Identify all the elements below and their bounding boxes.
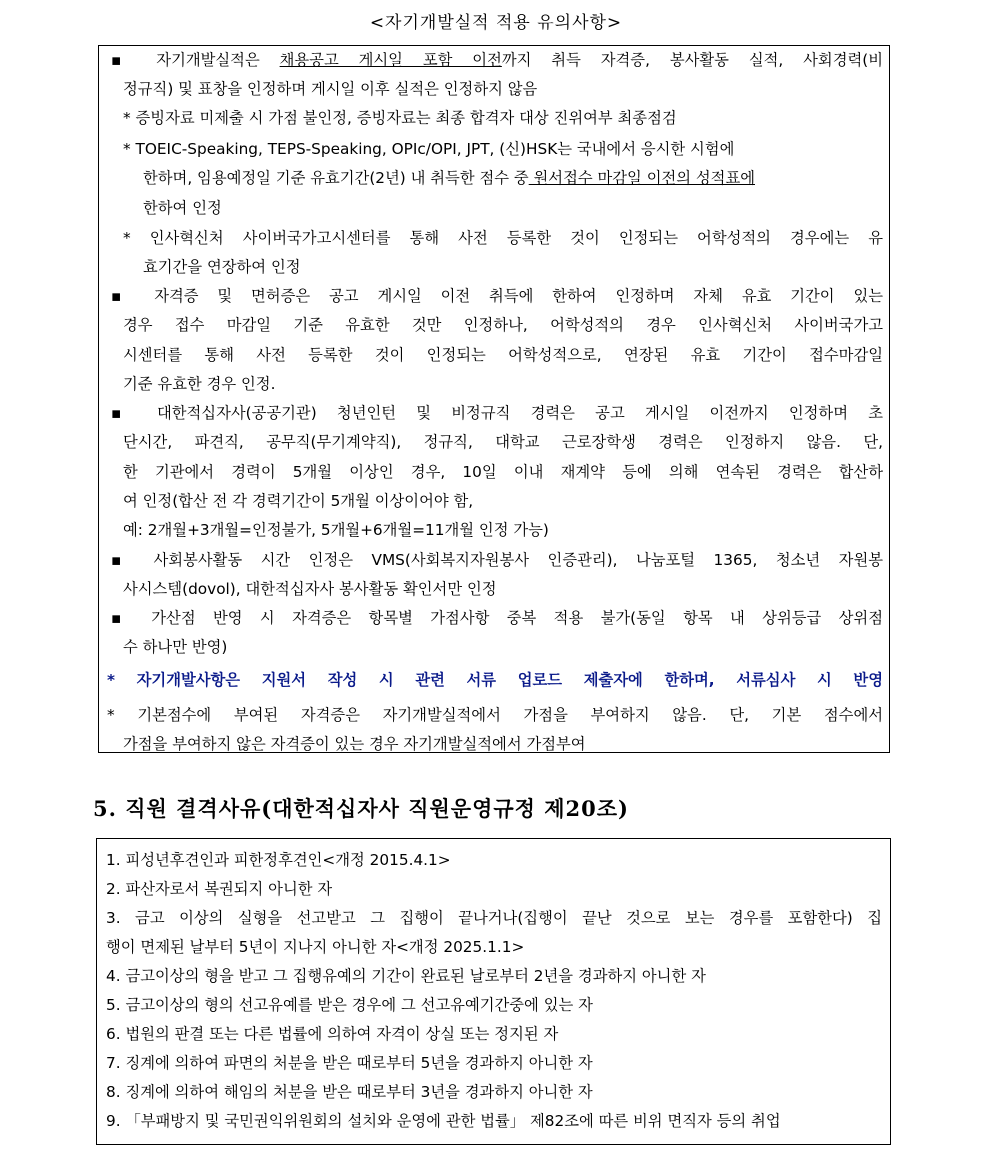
note-item-3: ▪ 대한적십자사(공공기관) 청년인턴 및 비정규직 경력은 공고 게시일 이전까지 인정하며 초 단시간, 파견직, 공무직(무기계약직), 정규직, 대학교 근로장학생 경력은 인정하지 않음. 단, 한 기관에서 경력이 5개월 이상인 경우, 10일 이내 재계약 등에 의해 연속된 경력은 합산하 여 인정(합산 전 각 경력기간이 5개월 이상이어야 함, 예: 2개월+3개월=인정불가, 5개월+6개월=11개월 인정 가능) (111, 404, 883, 540)
note-item-5: ▪ 가산점 반영 시 자격증은 항목별 가점사항 중복 적용 불가(동일 항목 내 상위등급 상위점 수 하나만 반영) (111, 609, 883, 657)
disqualification-line-3-cont: 행이 면제된 날부터 5년이 지나지 아니한 자<개정 2025.1.1> (106, 938, 525, 956)
note-sub-2-line-1: * TOEIC-Speaking, TEPS-Speaking, OPIc/OPI, JPT, (신)HSK는 국내에서 응시한 시험에 (123, 140, 735, 158)
notes-box (98, 45, 890, 753)
note-sub-3 (123, 224, 883, 283)
highlighted-note: * 자기개발사항은 지원서 작성 시 관련 서류 업로드 제출자에 한하며, 서류심사 시 반영 (107, 671, 883, 689)
disqualification-box (96, 838, 891, 1145)
disqualification-line-5: 5. 금고이상의 형의 선고유예를 받은 경우에 그 선고유예기간중에 있는 자 (106, 996, 593, 1014)
disqualification-line-2: 2. 파산자로서 복권되지 아니한 자 (106, 880, 333, 898)
disqualification-line-4: 4. 금고이상의 형을 받고 그 집행유예의 기간이 완료된 날로부터 2년을 경과하지 아니한 자 (106, 967, 706, 985)
note-sub-2-line-2: 한하며, 임용예정일 기준 유효기간(2년) 내 취득한 점수 중 원서접수 마감일 이전의 성적표에 (143, 169, 755, 188)
note-sub-3-line-2: 효기간을 연장하여 인정 (143, 258, 301, 277)
note-item-1-line-1: ▪ 자기개발실적은 채용공고 게시일 포함 이전까지 취득 자격증, 봉사활동 실적, 사회경력(비 (111, 51, 883, 69)
note-item-4: ▪ 사회봉사활동 시간 인정은 VMS(사회복지자원봉사 인증관리), 나눔포털 1365, 청소년 자원봉 사시스템(dovol), 대한적십자사 봉사활동 확인서만 인정 (111, 551, 883, 599)
note-sub-2-line-3: 한하여 인정 (143, 198, 222, 217)
notes-section-header: <자기개발실적 적용 유의사항> (369, 13, 623, 33)
section-5-title: 5. 직원 결격사유(대한적십자사 직원운영규정 제20조) (93, 796, 629, 821)
disqualification-line-6: 6. 법원의 판결 또는 다른 법률에 의하여 자격이 상실 또는 정지된 자 (106, 1025, 559, 1043)
note-sub-2 (123, 135, 883, 223)
note-sub-1: * 증빙자료 미제출 시 가점 불인정, 증빙자료는 최종 합격자 대상 진위여부 최종점검 (123, 109, 677, 127)
underlined-posting-date: 채용공고 게시일 포함 이전 (279, 51, 502, 69)
note-sub-3-line-1: * 인사혁신처 사이버국가고시센터를 통해 사전 등록한 것이 인정되는 어학성적의 경우에는 유 (123, 229, 883, 247)
note-item-2: ▪ 자격증 및 면허증은 공고 게시일 이전 취득에 한하여 인정하며 자체 유효 기간이 있는 경우 접수 마감일 기준 유효한 것만 인정하나, 어학성적의 경우 인사혁신처 사이버국가고 시센터를 통해 사전 등록한 것이 인정되는 어학성적으로, 연장된 유효 기간이 접수마감일 기준 유효한 경우 인정. (111, 287, 884, 393)
disqualification-line-9: 9. 「부패방지 및 국민권익위원회의 설치와 운영에 관한 법률」 제82조에 따른 비위 면직자 등의 취업 (106, 1112, 781, 1130)
note-item-1-line-2: 정규직) 및 표창을 인정하며 게시일 이후 실적은 인정하지 않음 (123, 80, 538, 99)
note-item-1 (111, 46, 883, 105)
disqualification-line-7: 7. 징계에 의하여 파면의 처분을 받은 때로부터 5년을 경과하지 아니한 자 (106, 1054, 593, 1072)
disqualification-line-8: 8. 징계에 의하여 해임의 처분을 받은 때로부터 3년을 경과하지 아니한 자 (106, 1083, 593, 1101)
disqualification-line-1: 1. 피성년후견인과 피한정후견인<개정 2015.4.1> (106, 851, 451, 869)
underlined-deadline: 원서접수 마감일 이전의 성적표에 (528, 169, 755, 188)
disqualification-line-3: 3. 금고 이상의 실형을 선고받고 그 집행이 끝나거나(집행이 끝난 것으로 보는 경우를 포함한다) 집 (106, 909, 882, 927)
note-basic-score: * 기본점수에 부여된 자격증은 자기개발실적에서 가점을 부여하지 않음. 단, 기본 점수에서 가점을 부여하지 않은 자격증이 있는 경우 자기개발실적에서 가점부여 (107, 706, 883, 754)
